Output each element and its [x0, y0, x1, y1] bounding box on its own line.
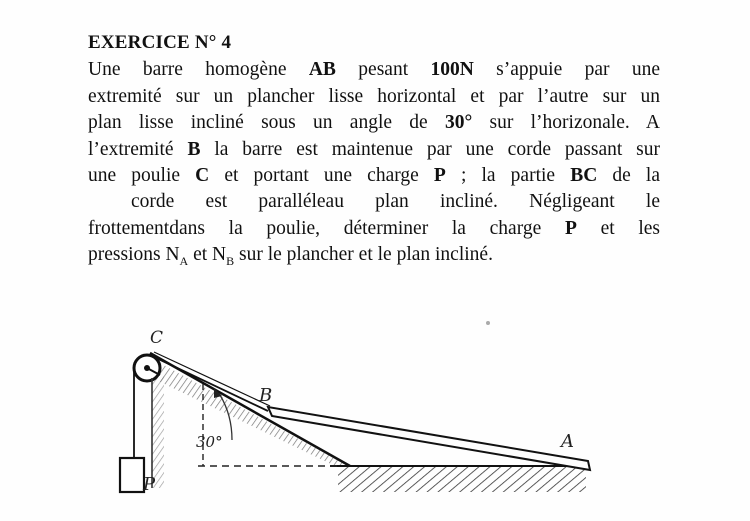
statement-line-4: l’extremité B la barre est maintenue par une corde passant sur: [88, 138, 660, 160]
label-c: C: [150, 328, 164, 348]
paper-speck: [486, 321, 490, 325]
rod-ab: [268, 407, 590, 470]
label-b: B: [259, 385, 273, 406]
statement-line-7: frottementdans la poulie, déterminer la charge P et les: [88, 217, 660, 239]
incline-hatching: [140, 352, 348, 466]
exercise-title: EXERCICE N° 4: [88, 32, 232, 53]
statement-line-2: extremité sur un plancher lisse horizontal et par l’autre sur un: [88, 85, 660, 107]
label-p: P: [143, 474, 156, 495]
label-a: A: [561, 431, 574, 452]
statement-line-5: une poulie C et portant une charge P ; la partie BC de la: [88, 165, 660, 187]
statement-line-1: Une barre homogène AB pesant 100N s’appuie par une: [88, 59, 660, 81]
wall-hatching: [152, 370, 164, 488]
load-block: [120, 458, 144, 492]
statement-line-8: pressions $N_A$ et $N_B$ sur le plancher et le plan incliné.: [88, 244, 493, 269]
statement-line-6: corde est paralléleau plan incliné. Négligeant le: [131, 191, 660, 213]
statement-line-3: plan lisse incliné sous un angle de 30° sur l’horizonale. A: [88, 112, 660, 134]
label-angle: 30°: [196, 433, 223, 451]
floor-hatching: [338, 466, 586, 492]
